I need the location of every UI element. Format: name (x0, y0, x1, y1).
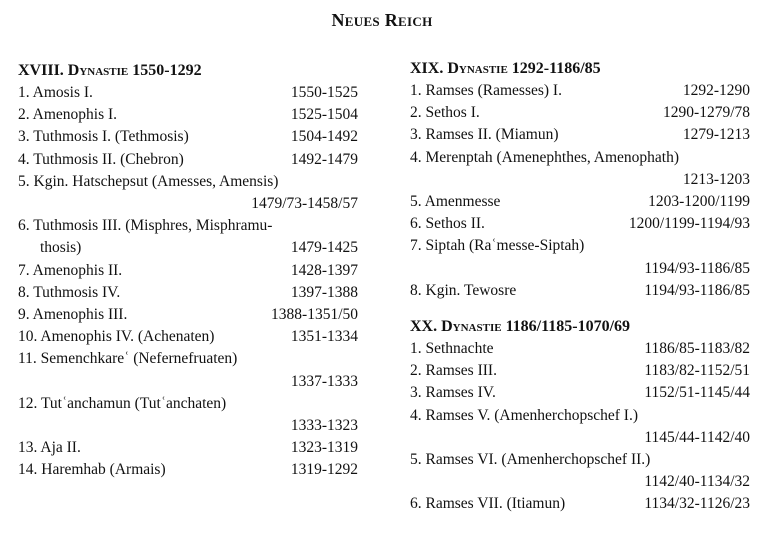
ruler-row (18, 282, 358, 304)
ruler-row (410, 80, 750, 102)
ruler-dates: 1145/44-1142/40 (644, 428, 750, 446)
ruler-dates: 1200/1199-1194/93 (628, 215, 750, 233)
ruler-dates: 1337-1333 (290, 372, 358, 390)
ruler-dates: 1292-1290 (682, 82, 750, 99)
ruler-name: 4. Tuthmosis II. (Chebron) (18, 150, 184, 168)
ruler-name: 6. Sethos II. (410, 215, 485, 233)
ruler-row (18, 348, 358, 370)
ruler-dates: 1279-1213 (682, 126, 750, 144)
ruler-name: 6. Ramses VII. (Itiamun) (410, 495, 566, 513)
ruler-row (18, 371, 358, 393)
ruler-row (18, 82, 358, 104)
ruler-row (18, 459, 358, 481)
ruler-row (18, 237, 358, 259)
right-column (410, 58, 750, 516)
dynasty-18-list (18, 82, 358, 482)
ruler-dates: 1194/93-1186/85 (644, 259, 750, 277)
ruler-name: 5. Amenmesse (410, 193, 501, 211)
ruler-name: 2. Sethos I. (410, 104, 480, 122)
left-column (18, 60, 358, 482)
ruler-dates: 1351-1334 (290, 328, 358, 346)
ruler-dates: 1183/82-1152/51 (644, 362, 750, 380)
dynasty-20-list (410, 338, 750, 516)
ruler-name: 14. Haremhab (Armais) (18, 461, 166, 479)
ruler-name: 3. Ramses IV. (410, 384, 496, 402)
ruler-name: 4. Ramses V. (Amenherchopschef I.) (410, 406, 638, 424)
dynasty-18-heading: XVIII. Dynastie 1550-1292 (18, 62, 202, 79)
ruler-name: 7. Siptah (Raʿmesse-Siptah) (410, 237, 585, 255)
ruler-name: 2. Ramses III. (410, 362, 497, 380)
ruler-dates: 1428-1397 (290, 261, 358, 279)
ruler-name: 6. Tuthmosis III. (Misphres, Misphramu- (18, 217, 273, 235)
ruler-row (410, 235, 750, 257)
ruler-row (410, 405, 750, 427)
page-title: Neues Reich (331, 10, 433, 30)
ruler-dates: 1323-1319 (290, 439, 358, 457)
ruler-row (18, 215, 358, 237)
ruler-row (410, 124, 750, 146)
ruler-dates: 1388-1351/50 (271, 306, 358, 324)
ruler-row (410, 258, 750, 280)
ruler-dates: 1186/85-1183/82 (644, 340, 750, 358)
ruler-dates: 1203-1200/1199 (648, 193, 750, 211)
ruler-row (18, 171, 358, 193)
ruler-dates: 1134/32-1126/23 (644, 495, 750, 513)
ruler-name: 4. Merenptah (Amenephthes, Amenophath) (410, 148, 680, 166)
ruler-name: 11. Semenchkareʿ (Nefernefruaten) (18, 350, 238, 368)
ruler-row (18, 149, 358, 171)
ruler-row (18, 104, 358, 126)
ruler-row (410, 280, 750, 302)
ruler-name: 5. Ramses VI. (Amenherchopschef II.) (410, 451, 651, 469)
ruler-row (410, 382, 750, 404)
ruler-row (410, 169, 750, 191)
ruler-row (18, 304, 358, 326)
ruler-name: 8. Tuthmosis IV. (18, 283, 121, 301)
ruler-dates: 1479/73-1458/57 (251, 195, 358, 213)
ruler-row (18, 437, 358, 459)
ruler-name: 9. Amenophis III. (18, 306, 128, 324)
ruler-name: 3. Ramses II. (Miamun) (410, 126, 559, 144)
ruler-row (18, 260, 358, 282)
ruler-name: 10. Amenophis IV. (Achenaten) (18, 328, 215, 346)
dynasty-20-heading: XX. Dynastie 1186/1185-1070/69 (410, 318, 631, 336)
ruler-dates: 1479-1425 (290, 239, 358, 257)
ruler-dates: 1550-1525 (290, 84, 358, 101)
ruler-name: thosis) (40, 239, 82, 257)
ruler-dates: 1319-1292 (290, 461, 358, 479)
ruler-dates: 1525-1504 (290, 106, 358, 124)
ruler-row (410, 213, 750, 235)
ruler-name: 8. Kgin. Tewosre (410, 281, 517, 299)
ruler-row (410, 449, 750, 471)
ruler-row (18, 393, 358, 415)
ruler-dates: 1492-1479 (290, 150, 358, 168)
dynasty-19-heading: XIX. Dynastie 1292-1186/85 (410, 60, 601, 77)
ruler-name: 1. Amosis I. (18, 84, 93, 101)
ruler-name: 13. Aja II. (18, 439, 81, 457)
ruler-dates: 1152/51-1145/44 (644, 384, 750, 402)
ruler-dates: 1504-1492 (290, 128, 358, 146)
ruler-row (410, 147, 750, 169)
ruler-name: 7. Amenophis II. (18, 261, 123, 279)
dynasty-19-list (410, 80, 750, 302)
ruler-dates: 1333-1323 (290, 417, 358, 435)
ruler-row (410, 427, 750, 449)
ruler-row (18, 415, 358, 437)
ruler-row (18, 193, 358, 215)
ruler-dates: 1290-1279/78 (663, 104, 750, 122)
ruler-row (410, 102, 750, 124)
ruler-name: 3. Tuthmosis I. (Tethmosis) (18, 128, 189, 146)
ruler-row (410, 493, 750, 515)
ruler-row (410, 338, 750, 360)
ruler-name: 2. Amenophis I. (18, 106, 118, 124)
ruler-name: 1. Sethnachte (410, 340, 494, 358)
ruler-dates: 1194/93-1186/85 (644, 281, 750, 299)
ruler-name: 5. Kgin. Hatschepsut (Amesses, Amensis) (18, 172, 279, 190)
ruler-name: 1. Ramses (Ramesses) I. (410, 82, 562, 99)
ruler-name: 12. Tutʿanchamun (Tutʿanchaten) (18, 394, 227, 412)
ruler-row (18, 126, 358, 148)
ruler-dates: 1397-1388 (290, 283, 358, 301)
ruler-row (410, 360, 750, 382)
ruler-dates: 1142/40-1134/32 (644, 473, 750, 491)
ruler-row (410, 191, 750, 213)
ruler-dates: 1213-1203 (682, 170, 750, 188)
ruler-row (18, 326, 358, 348)
ruler-row (410, 471, 750, 493)
